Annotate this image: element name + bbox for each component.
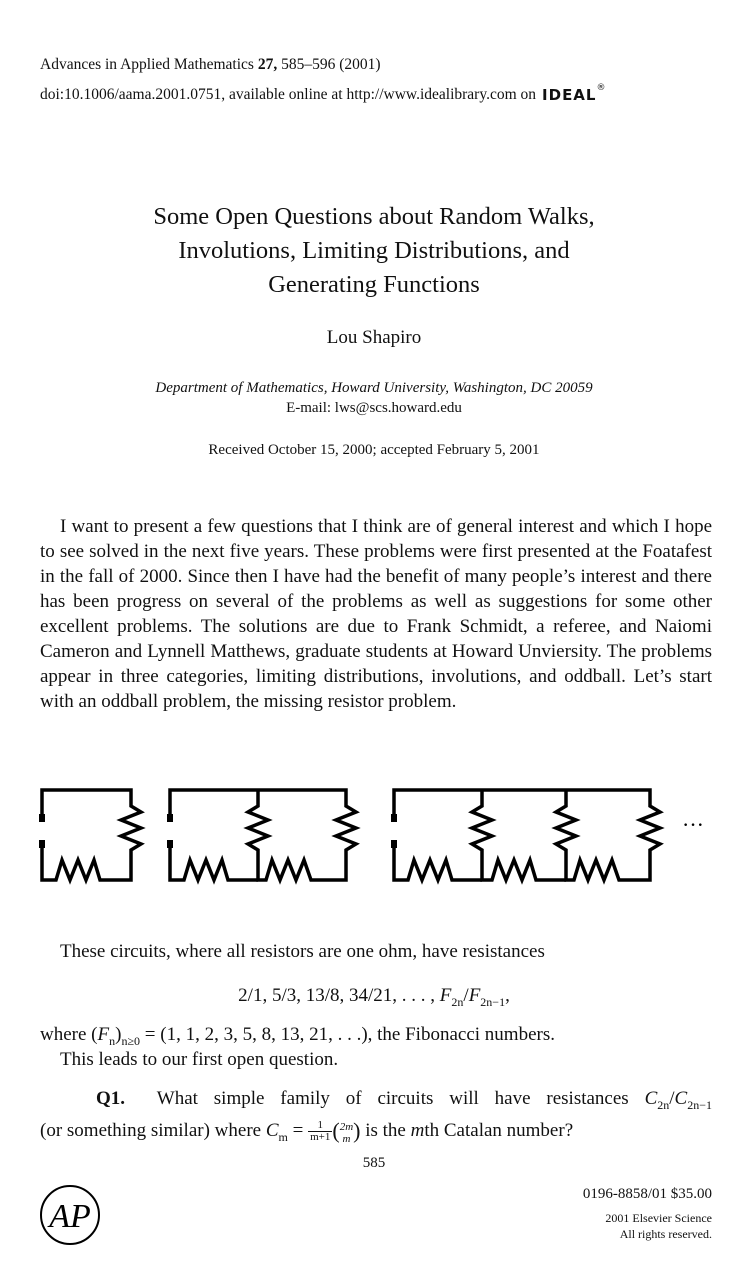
registered-mark: ® <box>596 83 607 93</box>
doi-line <box>40 78 606 108</box>
pages-year: 585–596 (2001) <box>277 56 381 73</box>
affiliation: Department of Mathematics, Howard University, Washington, DC 20059 <box>155 380 593 396</box>
q1-line-1 <box>40 1086 712 1118</box>
binomial-top: 2m <box>339 1120 354 1133</box>
ideal-logo-text: IDEAL <box>542 86 597 104</box>
catalan-C: C <box>644 1088 658 1109</box>
fibonacci-sequence: = (1, 1, 2, 3, 5, 8, 13, 21, . . .), the Fibonacci numbers. <box>140 1024 555 1045</box>
circuits-sentence: These circuits, where all resistors are one ohm, have resistances <box>60 941 545 962</box>
binomial-bottom: m <box>342 1132 351 1145</box>
logo-text: AP <box>49 1198 91 1235</box>
catalan-Cm: C <box>265 1119 279 1141</box>
catalan-sub-m: m <box>278 1129 288 1144</box>
paper-title <box>60 200 688 302</box>
equals: = <box>287 1119 309 1141</box>
received-dates: Received October 15, 2000; accepted February 5, 2001 <box>208 442 540 458</box>
publisher-notice <box>605 1210 712 1242</box>
doi-text: doi:10.1006/aama.2001.0751, available online at http://www.idealibrary.com on <box>40 86 537 103</box>
fib-sub-denominator: 2n−1 <box>480 994 506 1009</box>
title-line-1: Some Open Questions about Random Walks, <box>153 203 595 230</box>
title-line-3: Generating Functions <box>268 271 480 298</box>
leads-sentence: This leads to our first open question. <box>60 1049 339 1070</box>
formula-tail: , <box>505 985 510 1006</box>
binomial: ( 2m m ) <box>332 1117 361 1145</box>
fraction-denominator: m+1 <box>310 1130 331 1143</box>
catalan-C-2: C <box>674 1088 688 1109</box>
q1-text: What simple family of circuits will have resistances <box>156 1088 645 1109</box>
fib-sub-numerator: 2n <box>451 994 464 1009</box>
fib-F: F <box>97 1024 110 1045</box>
m-italic: m <box>410 1119 425 1141</box>
q1-suffix-b: th Catalan number? <box>424 1119 574 1141</box>
fraction <box>308 1120 332 1143</box>
resistance-values: 2/1, 5/3, 13/8, 34/21, . . . , <box>238 985 440 1006</box>
citation-line <box>40 52 606 78</box>
resistance-formula <box>0 985 748 1010</box>
where-prefix: where ( <box>40 1024 98 1045</box>
ideal-logo <box>542 79 606 108</box>
email: E-mail: lws@scs.howard.edu <box>286 400 462 416</box>
index-range: n≥0 <box>121 1033 141 1048</box>
q1-slash: / <box>669 1088 675 1109</box>
rights-reserved: All rights reserved. <box>619 1227 712 1241</box>
catalan-sub-a: 2n <box>657 1097 670 1112</box>
volume-number: 27, <box>257 56 278 73</box>
close-paren: ) <box>115 1024 122 1045</box>
q1-suffix-a: is the <box>360 1119 411 1141</box>
academic-press-logo <box>38 1183 102 1247</box>
author-name: Lou Shapiro <box>326 327 422 348</box>
circuit-2 <box>167 790 356 880</box>
q1-label: Q1. <box>96 1088 126 1109</box>
q1-line-2 <box>40 1118 712 1150</box>
fib-symbol-2: F <box>468 985 481 1006</box>
affiliation-block <box>0 378 748 418</box>
fraction-numerator: 1 <box>308 1120 332 1132</box>
fib-symbol: F <box>439 985 452 1006</box>
binomial-inner <box>340 1121 353 1145</box>
circuit-3 <box>391 790 660 880</box>
question-1 <box>40 1086 712 1150</box>
resistor-circuits-figure <box>36 782 726 897</box>
fib-sub-n: n <box>109 1033 116 1048</box>
page-number: 585 <box>362 1155 386 1171</box>
journal-name: Advances in Applied Mathematics <box>40 56 258 73</box>
fibonacci-definition <box>40 1024 555 1049</box>
catalan-sub-b: 2n−1 <box>687 1097 712 1112</box>
copyright: 2001 Elsevier Science <box>605 1211 712 1225</box>
circuit-1 <box>39 790 141 880</box>
intro-paragraph: I want to present a few questions that I think are of general interest and which I hope to see solved in the next five years. These problems were first presented at the Foatafest in the fall of 2000. Since then I have had the benefit of many people’s interest and there has been progress on several of the problems as well as suggestions for some other excellent problems. The solutions are due to Frank Schmidt, a referee, and Naiomi Cameron and Lynnell Matthews, graduate students at Howard Unviersity. The problems appear in three categories, limiting distributions, involutions, and oddball. Let’s start with an oddball problem, the missing resistor problem. <box>40 516 712 712</box>
q1-line2-prefix: (or something similar) where <box>40 1119 266 1141</box>
issn-price: 0196-8858/01 $35.00 <box>582 1186 712 1202</box>
journal-header <box>40 52 606 108</box>
slash: / <box>463 985 469 1006</box>
figure-ellipsis: ··· <box>682 812 704 837</box>
title-line-2: Involutions, Limiting Distributions, and <box>178 237 570 264</box>
